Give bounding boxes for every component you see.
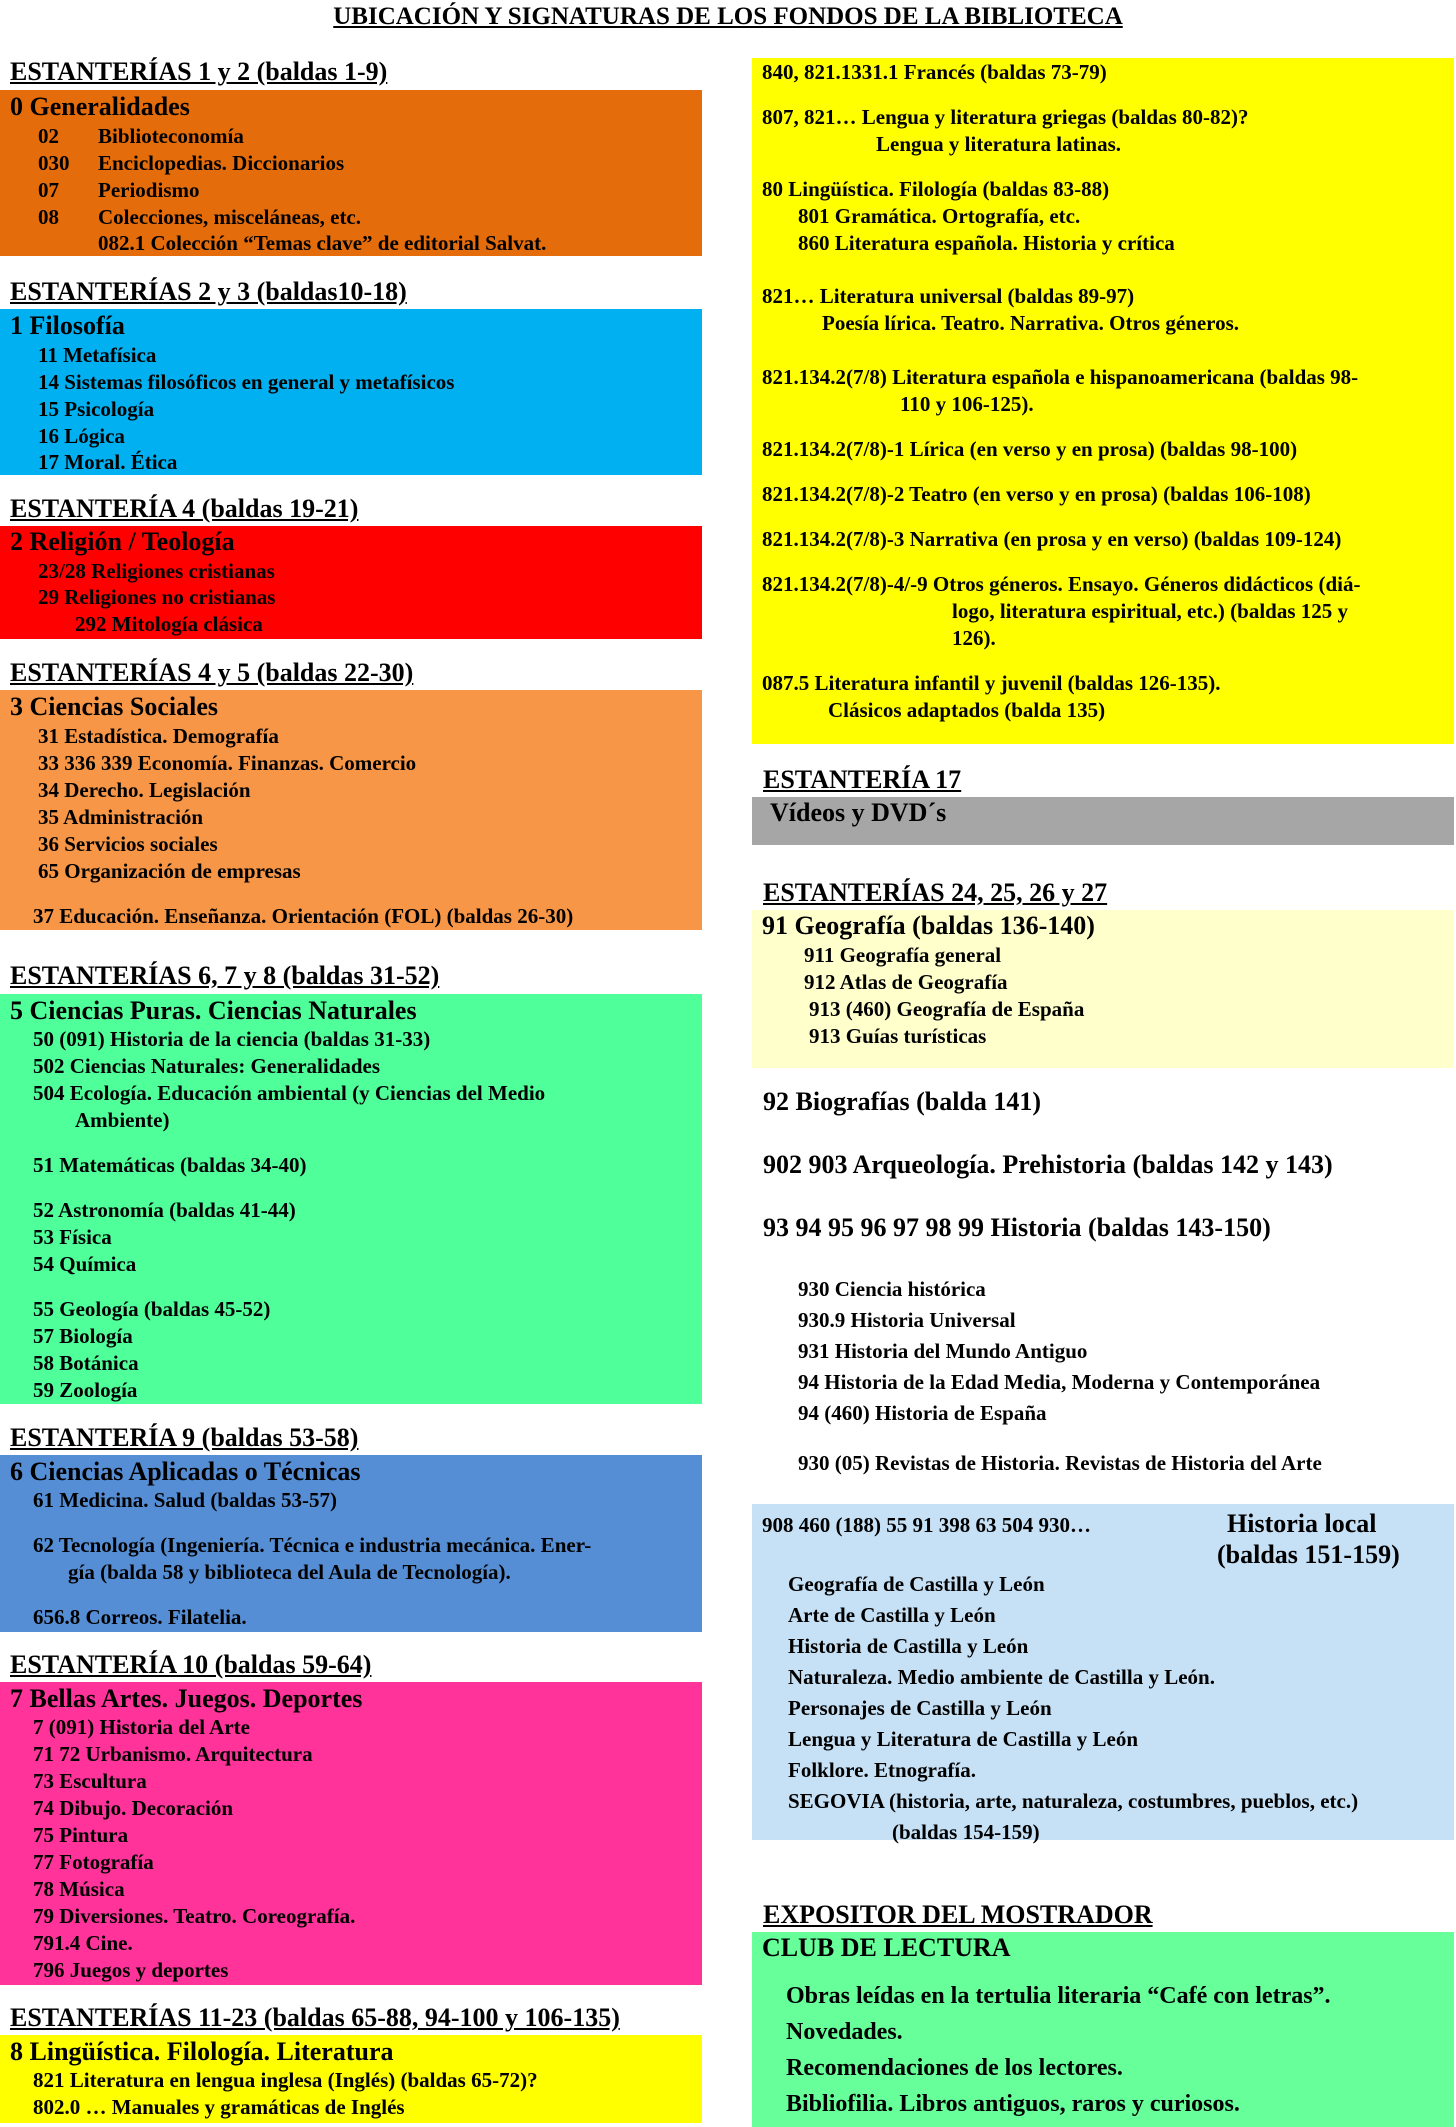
category-title: 3 Ciencias Sociales — [10, 692, 218, 721]
category-title: 1 Filosofía — [10, 311, 125, 340]
class-item: 930 Ciencia histórica — [798, 1277, 986, 1301]
class-item: Recomendaciones de los lectores. — [786, 2055, 1123, 2081]
class-item: 37 Educación. Enseñanza. Orientación (FOL) (baldas 26-30) — [33, 904, 574, 928]
section-religion — [0, 526, 702, 639]
section-bellas-artes — [0, 1682, 702, 1985]
class-item: 911 Geografía general — [804, 943, 1002, 967]
class-label: Biblioteconomía — [98, 124, 244, 148]
shelf-heading-2-3: ESTANTERÍAS 2 y 3 (baldas10-18) — [10, 277, 407, 306]
class-item: Lengua y Literatura de Castilla y León — [788, 1727, 1138, 1751]
class-item: Clásicos adaptados (balda 135) — [828, 698, 1106, 722]
class-item: Ambiente) — [75, 1108, 170, 1132]
local-codes: 908 460 (188) 55 91 398 63 504 930… — [762, 1513, 1091, 1537]
shelf-heading-4-5: ESTANTERÍAS 4 y 5 (baldas 22-30) — [10, 658, 414, 687]
section-filosofia — [0, 309, 702, 475]
class-item: 7 (091) Historia del Arte — [33, 1715, 250, 1739]
class-item: 821.134.2(7/8)-3 Narrativa (en prosa y en verso) (baldas 109-124) — [762, 527, 1342, 551]
class-code: 02 — [38, 124, 59, 148]
class-item: 502 Ciencias Naturales: Generalidades — [33, 1054, 381, 1078]
arqueologia-line: 902 903 Arqueología. Prehistoria (baldas 142 y 143) — [763, 1150, 1333, 1179]
shelf-heading-24-27: ESTANTERÍAS 24, 25, 26 y 27 — [763, 878, 1108, 907]
class-item: 807, 821… Lengua y literatura griegas (baldas 80-82)? — [762, 105, 1249, 129]
category-title: 6 Ciencias Aplicadas o Técnicas — [10, 1457, 361, 1486]
class-item: 912 Atlas de Geografía — [804, 970, 1008, 994]
local-title: Historia local — [1227, 1509, 1377, 1538]
class-item: 14 Sistemas filosóficos en general y metafísicos — [38, 370, 455, 394]
class-item: 292 Mitología clásica — [75, 612, 263, 636]
class-item: Bibliofilia. Libros antiguos, raros y curiosos. — [786, 2091, 1240, 2117]
local-baldas: (baldas 151-159) — [1217, 1540, 1400, 1569]
category-title: 91 Geografía (baldas 136-140) — [762, 911, 1095, 940]
class-item: 78 Música — [33, 1877, 125, 1901]
category-title: 8 Lingüística. Filología. Literatura — [10, 2037, 394, 2066]
section-geografia — [752, 910, 1454, 1068]
section-videos — [752, 797, 1454, 845]
expositor-heading: EXPOSITOR DEL MOSTRADOR — [763, 1900, 1153, 1929]
class-item: 71 72 Urbanismo. Arquitectura — [33, 1742, 313, 1766]
class-item: 821.134.2(7/8)-4/-9 Otros géneros. Ensayo. Géneros didácticos (diá- — [762, 572, 1361, 596]
class-item: 79 Diversiones. Teatro. Coreografía. — [33, 1904, 356, 1928]
class-item: SEGOVIA (historia, arte, naturaleza, costumbres, pueblos, etc.) — [788, 1789, 1359, 1813]
class-label: Periodismo — [98, 178, 200, 202]
class-item: 74 Dibujo. Decoración — [33, 1796, 234, 1820]
class-item: Novedades. — [786, 2019, 903, 2045]
class-item: 65 Organización de empresas — [38, 859, 301, 883]
section-club-lectura — [752, 1932, 1454, 2127]
shelf-heading-4: ESTANTERÍA 4 (baldas 19-21) — [10, 494, 359, 523]
shelf-heading-9: ESTANTERÍA 9 (baldas 53-58) — [10, 1423, 359, 1452]
class-item: Naturaleza. Medio ambiente de Castilla y León. — [788, 1665, 1215, 1689]
class-item: 61 Medicina. Salud (baldas 53-57) — [33, 1488, 337, 1512]
class-item: Lengua y literatura latinas. — [876, 132, 1121, 156]
class-item: 860 Literatura española. Historia y crítica — [798, 231, 1175, 255]
class-item: 15 Psicología — [38, 397, 155, 421]
class-item: Geografía de Castilla y León — [788, 1572, 1045, 1596]
class-item: 59 Zoología — [33, 1378, 138, 1402]
class-item: 930.9 Historia Universal — [798, 1308, 1016, 1332]
class-item: 796 Juegos y deportes — [33, 1958, 229, 1982]
biografias-line: 92 Biografías (balda 141) — [763, 1087, 1042, 1116]
class-item: 57 Biología — [33, 1324, 133, 1348]
class-item: 50 (091) Historia de la ciencia (baldas 31-33) — [33, 1027, 431, 1051]
class-item: 791.4 Cine. — [33, 1931, 133, 1955]
section-ciencias-aplicadas — [0, 1455, 702, 1632]
class-code: 07 — [38, 178, 59, 202]
class-item: 77 Fotografía — [33, 1850, 154, 1874]
class-item: 801 Gramática. Ortografía, etc. — [798, 204, 1081, 228]
class-item: gía (balda 58 y biblioteca del Aula de Tecnología). — [68, 1560, 511, 1584]
class-item: 58 Botánica — [33, 1351, 139, 1375]
class-item: Folklore. Etnografía. — [788, 1758, 977, 1782]
class-code: 030 — [38, 151, 70, 175]
class-item: 55 Geología (baldas 45-52) — [33, 1297, 271, 1321]
class-item: 821.134.2(7/8) Literatura española e hispanoamericana (baldas 98- — [762, 365, 1359, 389]
class-item: 126). — [952, 626, 996, 650]
class-label: Colecciones, misceláneas, etc. — [98, 205, 362, 229]
class-item: 087.5 Literatura infantil y juvenil (baldas 126-135). — [762, 671, 1221, 695]
class-item: 913 Guías turísticas — [809, 1024, 987, 1048]
class-item: 16 Lógica — [38, 424, 125, 448]
section-ciencias-puras — [0, 994, 702, 1404]
class-item: 52 Astronomía (baldas 41-44) — [33, 1198, 296, 1222]
category-title: Vídeos y DVD´s — [770, 798, 947, 827]
class-item: Poesía lírica. Teatro. Narrativa. Otros géneros. — [822, 311, 1240, 335]
shelf-heading-1-2: ESTANTERÍAS 1 y 2 (baldas 1-9) — [10, 57, 388, 86]
class-item: 51 Matemáticas (baldas 34-40) — [33, 1153, 307, 1177]
class-item: 94 Historia de la Edad Media, Moderna y Contemporánea — [798, 1370, 1321, 1394]
class-item: 821 Literatura en lengua inglesa (Inglés) (baldas 65-72)? — [33, 2068, 538, 2092]
shelf-heading-10: ESTANTERÍA 10 (baldas 59-64) — [10, 1650, 372, 1679]
class-item: 504 Ecología. Educación ambiental (y Ciencias del Medio — [33, 1081, 546, 1105]
class-item: 36 Servicios sociales — [38, 832, 218, 856]
category-title: 0 Generalidades — [10, 92, 190, 121]
class-item: 35 Administración — [38, 805, 204, 829]
class-item: 913 (460) Geografía de España — [809, 997, 1085, 1021]
section-ciencias-sociales — [0, 690, 702, 930]
class-item: Obras leídas en la tertulia literaria “Café con letras”. — [786, 1983, 1331, 2009]
class-item: 930 (05) Revistas de Historia. Revistas de Historia del Arte — [798, 1451, 1322, 1475]
class-item: 821… Literatura universal (baldas 89-97) — [762, 284, 1135, 308]
class-item: 656.8 Correos. Filatelia. — [33, 1605, 247, 1629]
shelf-heading-17: ESTANTERÍA 17 — [763, 765, 962, 794]
class-item: logo, literatura espiritual, etc.) (baldas 125 y — [952, 599, 1349, 623]
class-item: 802.0 … Manuales y gramáticas de Inglés — [33, 2095, 405, 2119]
class-item: (baldas 154-159) — [892, 1820, 1040, 1844]
class-item: 53 Física — [33, 1225, 112, 1249]
class-item: 94 (460) Historia de España — [798, 1401, 1047, 1425]
class-item: 31 Estadística. Demografía — [38, 724, 279, 748]
class-item: Historia de Castilla y León — [788, 1634, 1029, 1658]
class-item: 23/28 Religiones cristianas — [38, 559, 275, 583]
section-literatura — [752, 58, 1454, 744]
section-historia-local — [752, 1504, 1454, 1844]
class-item: 931 Historia del Mundo Antiguo — [798, 1339, 1088, 1363]
class-code: 08 — [38, 205, 59, 229]
class-item: 33 336 339 Economía. Finanzas. Comercio — [38, 751, 417, 775]
section-generalidades — [0, 90, 702, 256]
page-title: UBICACIÓN Y SIGNATURAS DE LOS FONDOS DE LA BIBLIOTECA — [333, 3, 1123, 30]
class-item: 29 Religiones no cristianas — [38, 585, 276, 609]
class-item: 11 Metafísica — [38, 343, 157, 367]
class-item: 17 Moral. Ética — [38, 450, 178, 474]
class-item: 840, 821.1331.1 Francés (baldas 73-79) — [762, 60, 1107, 84]
class-item: 75 Pintura — [33, 1823, 129, 1847]
shelf-heading-11-23: ESTANTERÍAS 11-23 (baldas 65-88, 94-100 y 106-135) — [10, 2003, 620, 2032]
class-item: Arte de Castilla y León — [788, 1603, 996, 1627]
class-label: Enciclopedias. Diccionarios — [98, 151, 345, 175]
class-item: 54 Química — [33, 1252, 137, 1276]
shelf-heading-6-8: ESTANTERÍAS 6, 7 y 8 (baldas 31-52) — [10, 961, 440, 990]
class-item: 821.134.2(7/8)-2 Teatro (en verso y en prosa) (baldas 106-108) — [762, 482, 1311, 506]
class-item: Personajes de Castilla y León — [788, 1696, 1052, 1720]
section-linguistica — [0, 2035, 702, 2123]
class-item: 80 Lingüística. Filología (baldas 83-88) — [762, 177, 1110, 201]
class-item: 73 Escultura — [33, 1769, 147, 1793]
category-title: CLUB DE LECTURA — [762, 1933, 1011, 1962]
category-title: 2 Religión / Teología — [10, 527, 235, 556]
category-title: 5 Ciencias Puras. Ciencias Naturales — [10, 996, 417, 1025]
historia-line: 93 94 95 96 97 98 99 Historia (baldas 143-150) — [763, 1213, 1271, 1242]
class-item: 821.134.2(7/8)-1 Lírica (en verso y en prosa) (baldas 98-100) — [762, 437, 1298, 461]
class-item: 110 y 106-125). — [900, 392, 1034, 416]
category-title: 7 Bellas Artes. Juegos. Deportes — [10, 1684, 363, 1713]
class-item: 082.1 Colección “Temas clave” de editorial Salvat. — [98, 231, 547, 255]
class-item: 34 Derecho. Legislación — [38, 778, 251, 802]
class-item: 62 Tecnología (Ingeniería. Técnica e industria mecánica. Ener- — [33, 1533, 592, 1557]
